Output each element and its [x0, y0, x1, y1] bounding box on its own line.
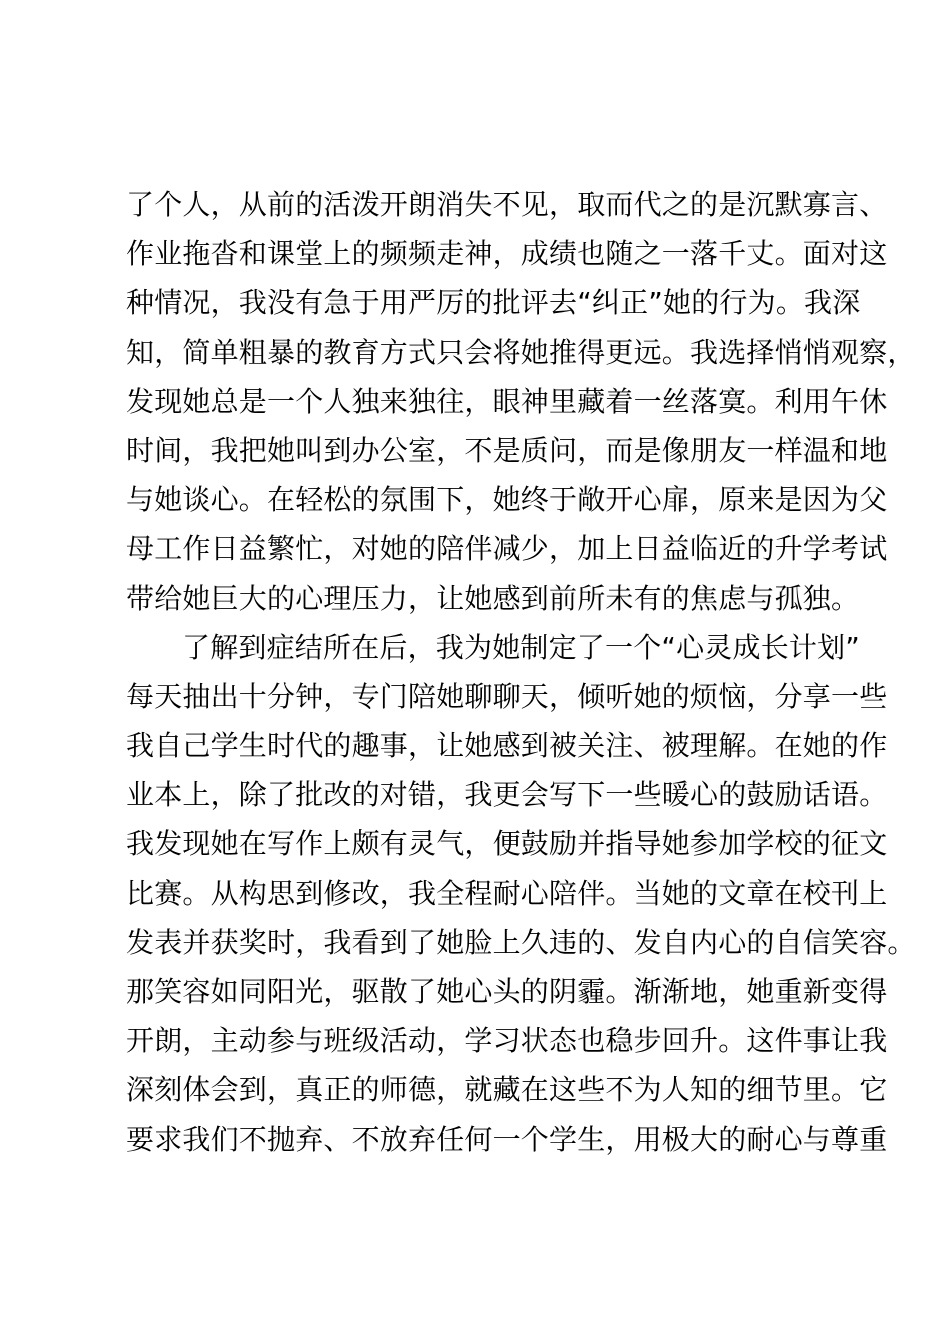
text-line: 要求我们不抛弃、不放弃任何一个学生，用极大的耐心与尊重 — [126, 1122, 888, 1156]
text-line: 我自己学生时代的趣事，让她感到被关注、被理解。在她的作 — [126, 729, 888, 763]
paragraph-first-line: 了解到症结所在后，我为她制定了一个“心灵成长计划” — [182, 630, 861, 664]
text-line: 深刻体会到，真正的师德，就藏在这些不为人知的细节里。它 — [126, 1073, 888, 1107]
text-line: 母工作日益繁忙，对她的陪伴减少，加上日益临近的升学考试 — [126, 532, 888, 566]
text-line: 知，简单粗暴的教育方式只会将她推得更远。我选择悄悄观察， — [126, 335, 916, 369]
text-line: 作业拖沓和课堂上的频频走神，成绩也随之一落千丈。面对这 — [126, 237, 888, 271]
text-line: 了个人，从前的活泼开朗消失不见，取而代之的是沉默寡言、 — [126, 188, 888, 221]
text-line: 发现她总是一个人独来独往，眼神里藏着一丝落寞。利用午休 — [126, 384, 888, 418]
text-line: 每天抽出十分钟，专门陪她聊聊天，倾听她的烦恼，分享一些 — [126, 679, 888, 713]
text-line: 时间，我把她叫到办公室，不是质问，而是像朋友一样温和地 — [126, 433, 888, 467]
text-line: 我发现她在写作上颇有灵气，便鼓励并指导她参加学校的征文 — [126, 827, 888, 861]
text-line: 带给她巨大的心理压力，让她感到前所未有的焦虑与孤独。 — [126, 581, 860, 615]
text-line: 那笑容如同阳光，驱散了她心头的阴霾。渐渐地，她重新变得 — [126, 975, 888, 1008]
text-line: 发表并获奖时，我看到了她脸上久违的、发自内心的自信笑容。 — [126, 925, 916, 959]
text-line: 开朗，主动参与班级活动，学习状态也稳步回升。这件事让我 — [126, 1024, 888, 1058]
body-text — [126, 180, 916, 1164]
text-line: 比赛。从构思到修改，我全程耐心陪伴。当她的文章在校刊上 — [126, 876, 888, 910]
text-line: 业本上，除了批改的对错，我更会写下一些暖心的鼓励话语。 — [126, 778, 888, 812]
text-line: 种情况，我没有急于用严厉的批评去“纠正”她的行为。我深 — [126, 286, 861, 320]
text-line: 与她谈心。在轻松的氛围下，她终于敞开心扉，原来是因为父 — [126, 483, 888, 517]
